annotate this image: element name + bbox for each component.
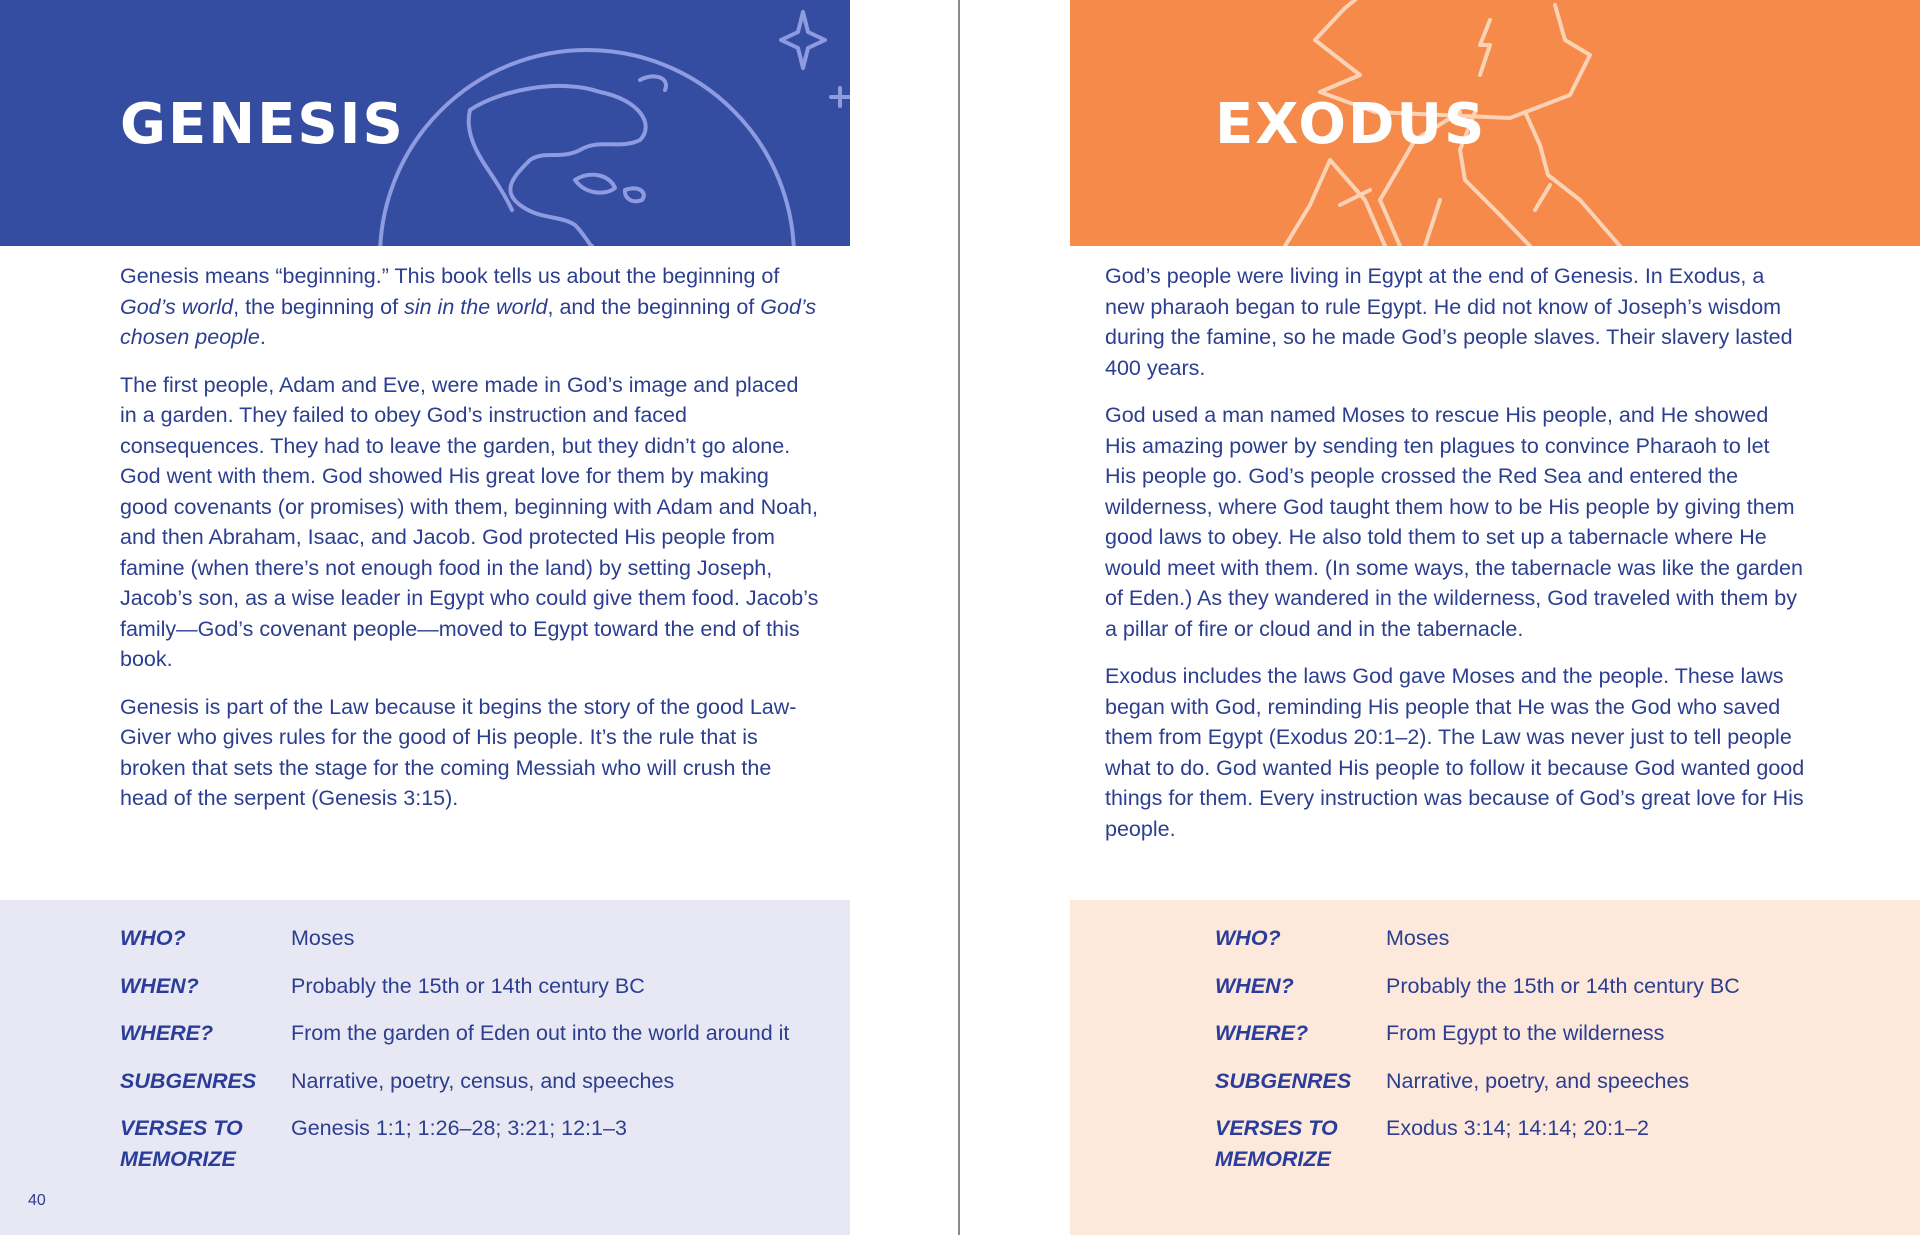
info-value: Genesis 1:1; 1:26–28; 3:21; 12:1–3 [291,1116,627,1140]
info-label: VERSES TO MEMORIZE [120,1116,243,1171]
info-box [1070,900,1920,1235]
text-run: . [259,325,266,349]
paragraph-3: Exodus includes the laws God gave Moses and the people. These laws began with God, reminding His people that He was the God who saved them from Egypt (Exodus 20:1–2). The Law was never just to tell people what to do. God wanted His people to follow it because God wanted good things for them. Every instruction was because of God’s great love for His people. [1105,664,1805,841]
info-value: Probably the 15th or 14th century BC [291,973,645,998]
info-label: SUBGENRES [120,1068,257,1093]
info-table [120,923,820,1191]
paragraph-2: The first people, Adam and Eve, were made in God’s image and placed in a garden. They failed to obey God’s instruction and faced consequences. They had to leave the garden, but they didn’t go alone. God went with them. God showed His great love for them by making good covenants (or promises) with them, beginning with Adam and Noah, and then Abraham, Isaac, and Jacob. God protected His people from famine (when there’s not enough food in the land) by setting Joseph, Jacob’s son, as a wise leader in Egypt who could give them food. Jacob’s family—God’s covenant people—moved to Egypt toward the end of this book. [120,372,819,671]
paragraph-2: God used a man named Moses to rescue His people, and He showed His amazing power by sending ten plagues to convince Pharaoh to let His people go. God’s people crossed the Red Sea and entered the wilderness, where God taught them how to be His people by giving them good laws to obey. He also told them to set up a tabernacle where He would meet with them. (In some ways, the tabernacle was like the garden of Eden.) As they wandered in the wilderness, God traveled with them by a pillar of fire or cloud and in the tabernacle. [1105,403,1803,641]
exodus-banner [1070,0,1920,246]
info-label: VERSES TO MEMORIZE [1215,1116,1338,1171]
info-label: WHO? [1215,926,1281,950]
info-row-subgenres [1215,1066,1915,1114]
info-label: SUBGENRES [1215,1068,1352,1093]
info-row-who [120,923,820,971]
info-value: From the garden of Eden out into the world around it [291,1021,790,1045]
info-label: WHO? [120,926,186,950]
genesis-banner [0,0,850,246]
info-value: Moses [291,926,355,950]
info-value: From Egypt to the wilderness [1386,1021,1665,1045]
emphasis: God’s chosen people [120,294,817,349]
emphasis: God’s world [120,294,234,319]
storm-cloud-mountain-icon [1070,0,1920,246]
info-row-verses [120,1113,820,1191]
info-value: Narrative, poetry, census, and speeches [291,1068,675,1093]
paragraph-1 [120,261,820,353]
text-run: Genesis means “beginning.” This book tells us about the beginning of [120,264,780,288]
info-row-who [1215,923,1915,971]
info-row-verses [1215,1113,1915,1191]
text-run: , the beginning of [233,294,405,319]
body-text [1105,261,1805,844]
info-value: Probably the 15th or 14th century BC [1386,973,1740,998]
info-row-subgenres [120,1066,820,1114]
paragraph-1: God’s people were living in Egypt at the end of Genesis. In Exodus, a new pharaoh began to rule Egypt. He did not know of Joseph’s wisdom during the famine, so he made God’s people slaves. Their slavery lasted 400 years. [1105,264,1793,380]
body-text [120,261,820,831]
info-row-where [1215,1018,1915,1066]
info-value: Moses [1386,926,1450,950]
info-label: WHERE? [1215,1021,1309,1045]
info-row-when [120,971,820,1019]
info-row-where [120,1018,820,1066]
info-label: WHEN? [120,973,199,998]
info-label: WHEN? [1215,973,1294,998]
info-value: Exodus 3:14; 14:14; 20:1–2 [1386,1116,1649,1140]
emphasis: sin in the world [404,294,548,319]
book-title: GENESIS [120,92,405,157]
book-title: EXODUS [1215,92,1487,157]
page-number: 40 [28,1192,46,1209]
info-box [0,900,850,1235]
info-value: Narrative, poetry, and speeches [1386,1068,1690,1093]
info-row-when [1215,971,1915,1019]
left-page [0,0,958,1235]
paragraph-3: Genesis is part of the Law because it begins the story of the good Law-Giver who gives rules for the good of His people. It’s the rule that is broken that sets the stage for the coming Messiah who will crush the head of the serpent (Genesis 3:15). [120,694,797,810]
info-label: WHERE? [120,1021,214,1045]
info-table [1215,923,1915,1191]
text-run: , and the beginning of [547,294,761,319]
